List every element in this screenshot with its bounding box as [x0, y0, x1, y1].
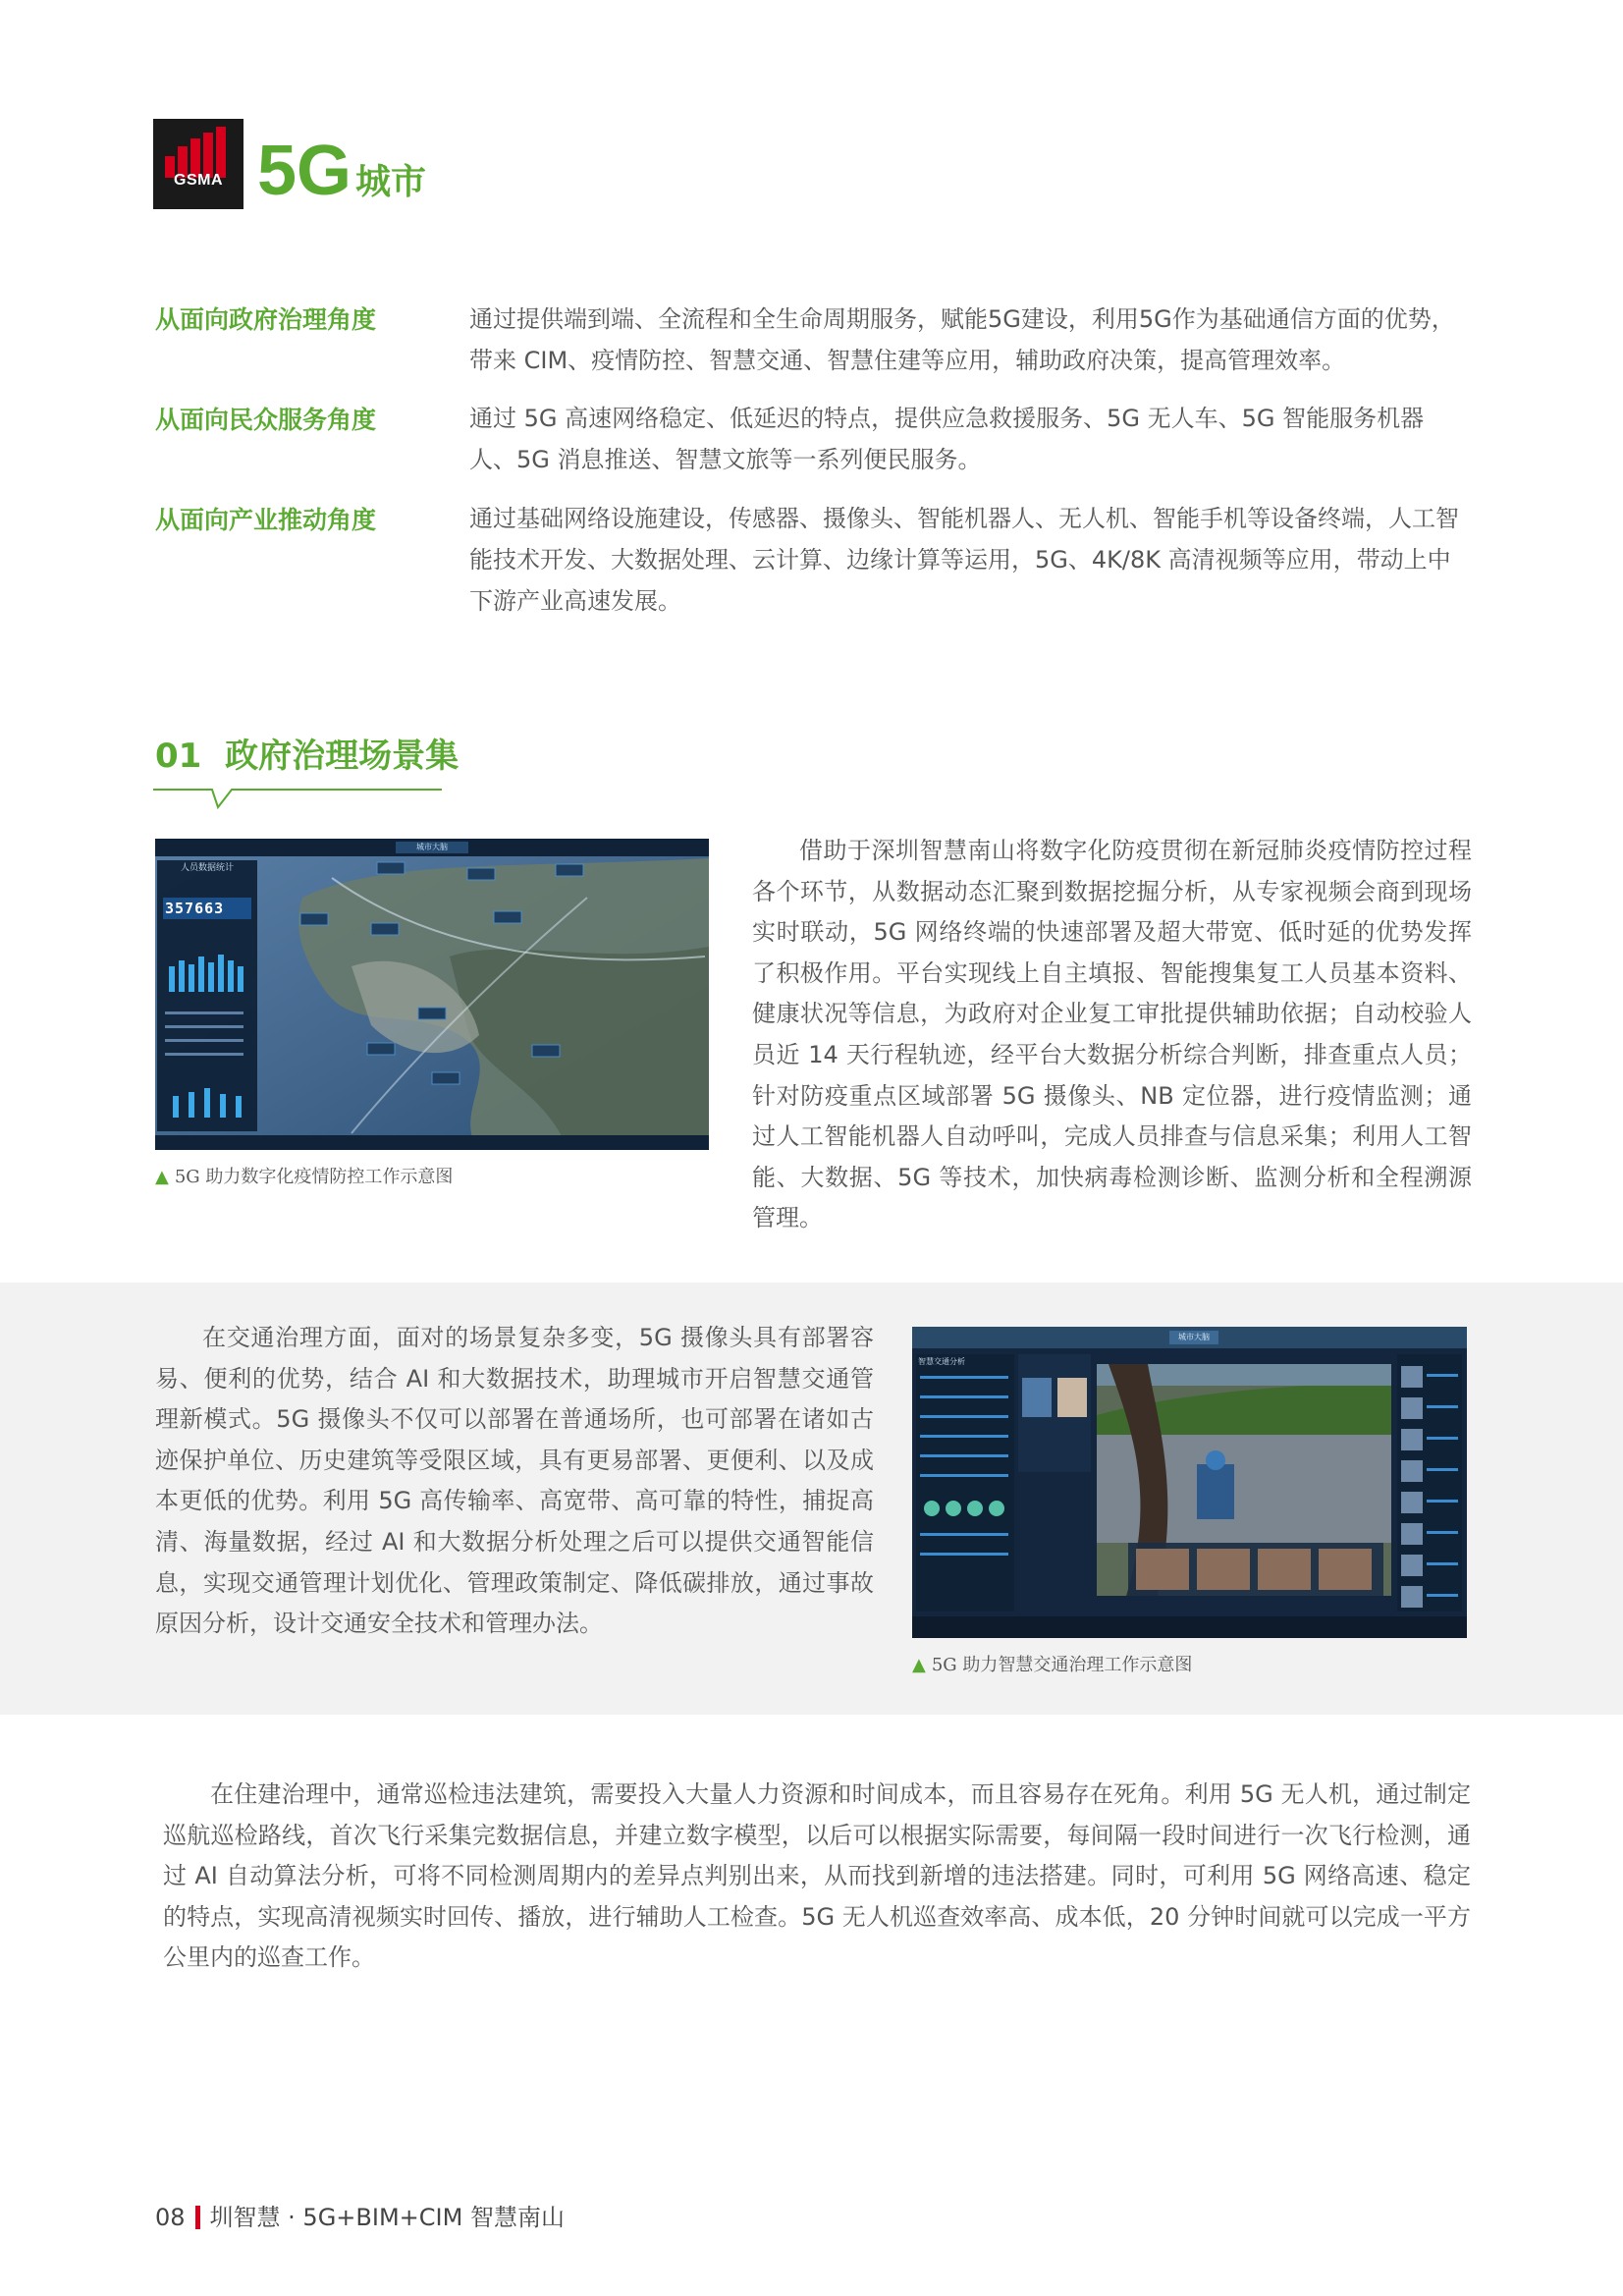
section-heading	[155, 735, 459, 778]
traffic-panel-label: 智慧交通分析	[918, 1357, 965, 1366]
footer-divider	[195, 2206, 200, 2229]
epidemic-screen-title: 城市大脑	[416, 843, 448, 851]
perspective-text-government: 通过提供端到端、全流程和全生命周期服务，赋能5G建设，利用5G作为基础通信方面的优势，带来 CIM、疫情防控、智慧交通、智慧住建等应用，辅助政府决策，提高管理效率。	[469, 305, 1455, 374]
brand-city: 城市	[355, 162, 427, 202]
gsma-logo	[153, 119, 243, 209]
caption-arrow-icon: ▲	[155, 1167, 169, 1187]
epidemic-control-figure	[155, 839, 709, 1150]
traffic-dashboard-image	[912, 1327, 1467, 1638]
epidemic-figure-caption	[155, 1166, 453, 1189]
epidemic-panel-label: 人员数据统计	[180, 863, 234, 873]
traffic-caption-text: 5G 助力智慧交通治理工作示意图	[931, 1655, 1193, 1675]
logo-text: GSMA	[174, 172, 223, 189]
epidemic-paragraph: 借助于深圳智慧南山将数字化防疫贯彻在新冠肺炎疫情防控过程各个环节，从数据动态汇聚到数据挖掘分析，从专家视频会商到现场实时联动，5G 网络终端的快速部署及超大带宽、低时延的优势发挥了积极作用。平台实现线上自主填报、智能搜集复工人员基本资料、健康状况等信息，为政府对企业复工审批提供辅助依据；自动校验人员近 14 天行程轨迹，经平台大数据分析综合判断，排查重点人员；针对防疫重点区域部署 5G 摄像头、NB 定位器，进行疫情监测；通过人工智能机器人自动呼叫，完成人员排查与信息采集；利用人工智能、大数据、5G 等技术，加快病毒检测诊断、监测分析和全程溯源管理。	[752, 837, 1472, 1232]
section-number: 01	[155, 737, 202, 776]
perspective-label-industry: 从面向产业推动角度	[155, 506, 377, 534]
traffic-figure-caption	[912, 1654, 1192, 1677]
perspective-label-government: 从面向政府治理角度	[155, 305, 377, 334]
traffic-paragraph: 在交通治理方面，面对的场景复杂多变，5G 摄像头具有部署容易、便利的优势，结合 AI 和大数据技术，助理城市开启智慧交通管理新模式。5G 摄像头不仅可以部署在普通场所，也可部署在诸如古迹保护单位、历史建筑等受限区域，具有更易部署、更便利、以及成本更低的优势。利用 5G 高传输率、高宽带、高可靠的特性，捕捉高清、海量数据，经过 AI 和大数据分析处理之后可以提供交通智能信息，实现交通管理计划优化、管理政策制定、降低碳排放，通过事故原因分析，设计交通安全技术和管理办法。	[155, 1324, 874, 1638]
page-footer	[155, 2203, 565, 2232]
traffic-control-figure	[912, 1327, 1467, 1638]
traffic-screen-title: 城市大脑	[1178, 1333, 1210, 1341]
page-brand-title	[257, 128, 427, 210]
perspective-text-public: 通过 5G 高速网络稳定、低延迟的特点，提供应急救援服务、5G 无人车、5G 智能服务机器人、5G 消息推送、智慧文旅等一系列便民服务。	[469, 405, 1425, 473]
perspective-text-industry: 通过基础网络设施建设，传感器、摄像头、智能机器人、无人机、智能手机等设备终端，人工智能技术开发、大数据处理、云计算、边缘计算等运用，5G、4K/8K 高清视频等应用，带动上中下游产业高速发展。	[469, 505, 1459, 615]
section-title: 政府治理场景集	[225, 737, 460, 776]
perspective-label-public: 从面向民众服务角度	[155, 406, 377, 434]
footer-title: 圳智慧 · 5G+BIM+CIM 智慧南山	[209, 2204, 565, 2231]
section-underline-icon	[153, 786, 442, 813]
epidemic-counter: 357663	[165, 900, 225, 917]
epidemic-map-image	[155, 839, 709, 1150]
epidemic-caption-text: 5G 助力数字化疫情防控工作示意图	[174, 1167, 454, 1187]
caption-arrow-icon: ▲	[912, 1655, 926, 1675]
construction-paragraph: 在住建治理中，通常巡检违法建筑，需要投入大量人力资源和时间成本，而且容易存在死角。利用 5G 无人机，通过制定巡航巡检路线，首次飞行采集完数据信息，并建立数字模型，以后可以根据实际需要，每间隔一段时间进行一次飞行检测，通过 AI 自动算法分析，可将不同检测周期内的差异点判别出来，从而找到新增的违法搭建。同时，可利用 5G 网络高速、稳定的特点，实现高清视频实时回传、播放，进行辅助人工检查。5G 无人机巡查效率高、成本低，20 分钟时间就可以完成一平方公里内的巡查工作。	[163, 1780, 1471, 1972]
brand-5g: 5G	[257, 132, 352, 210]
page-number: 08	[155, 2204, 186, 2231]
logo-bars-icon	[163, 127, 234, 178]
